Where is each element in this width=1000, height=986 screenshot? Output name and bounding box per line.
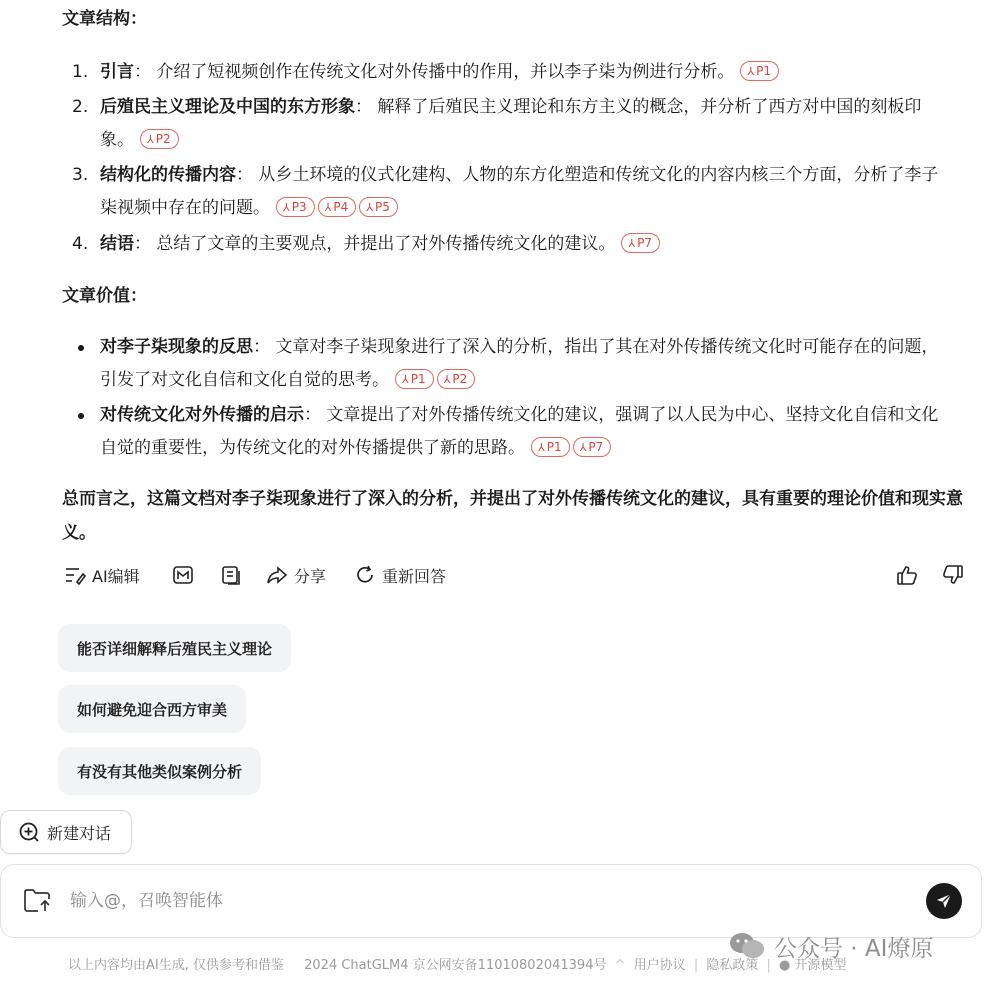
item-label: 结语 — [100, 234, 134, 254]
refresh-icon — [354, 564, 376, 586]
pdf-icon: ⅄ — [747, 65, 755, 78]
item-text: 文章对李子柒现象进行了深入的分析，指出了其在对外传播传统文化时可能存在的问题，引发了对文化自信和文化自觉的思考。 — [100, 337, 939, 390]
citation-ref[interactable]: ⅄ P4 — [318, 197, 357, 217]
list-item-structure-4: 4. 结语： 总结了文章的主要观点，并提出了对外传播传统文化的建议。 ⅄ P7 — [62, 228, 952, 261]
chat-input-box[interactable] — [0, 864, 982, 938]
markdown-icon — [172, 564, 194, 586]
citation-ref[interactable]: ⅄ P7 — [621, 233, 660, 253]
share-button[interactable]: 分享 — [266, 558, 326, 592]
bullet-dot — [78, 345, 84, 351]
citation-ref[interactable]: ⅄ P2 — [140, 129, 179, 149]
list-number: 3. — [72, 165, 89, 185]
thumbs-up-button[interactable] — [896, 558, 918, 592]
pdf-icon: ⅄ — [366, 201, 373, 214]
list-item-value-1: 对李子柒现象的反思： 文章对李子柒现象进行了深入的分析，指出了其在对外传播传统文化时可能存在的问题，引发了对文化自信和文化自觉的思考。 ⅄ P1 ⅄ P2 — [62, 331, 952, 397]
citation-ref[interactable]: ⅄ P1 — [531, 437, 570, 457]
ai-edit-icon — [64, 565, 86, 585]
item-label: 后殖民主义理论及中国的东方形象 — [100, 97, 355, 117]
user-agreement-link[interactable]: 用户协议 — [633, 958, 686, 973]
suggestion-chip-2[interactable]: 如何避免迎合西方审美 — [58, 685, 246, 733]
thumbs-down-icon — [942, 564, 964, 586]
pdf-icon: ⅄ — [443, 373, 451, 386]
upload-folder-icon[interactable] — [23, 887, 53, 917]
section-title-value: 文章价值： — [62, 286, 147, 306]
citation-ref[interactable]: ⅄ P7 — [573, 437, 612, 457]
new-chat-icon — [18, 821, 40, 843]
thumbs-up-icon — [896, 564, 918, 586]
pdf-icon: ⅄ — [579, 441, 587, 454]
item-label: 引言 — [100, 62, 134, 82]
summary-paragraph: 总而言之，这篇文档对李子柒现象进行了深入的分析，并提出了对外传播传统文化的建议，具有重要的理论价值和现实意义。 — [62, 489, 963, 543]
pdf-icon: ⅄ — [147, 133, 154, 146]
list-item-structure-3: 3. 结构化的传播内容： 从乡土环境的仪式化建构、人物的东方化塑造和传统文化的内容内核三个方面，分析了李子柒视频中存在的问题。 ⅄ P3 ⅄ P4 ⅄ P5 — [62, 159, 952, 225]
suggestion-chip-3[interactable]: 有没有其他类似案例分析 — [58, 747, 261, 795]
pdf-icon: ⅄ — [324, 201, 332, 214]
list-item-value-2: 对传统文化对外传播的启示： 文章提出了对外传播传统文化的建议，强调了以人民为中心、坚持文化自信和文化自觉的重要性，为传统文化的对外传播提供了新的思路。 ⅄ P1 ⅄ P7 — [62, 399, 952, 465]
item-label: 对李子柒现象的反思 — [100, 337, 253, 357]
ai-edit-button[interactable]: AI编辑 — [64, 558, 140, 592]
bullet-dot — [78, 413, 84, 419]
item-label: 对传统文化对外传播的启示 — [100, 405, 304, 425]
disclaimer-text: 以上内容均由AI生成, 仅供参考和借鉴 — [68, 958, 284, 973]
list-number: 1. — [72, 62, 89, 82]
citation-ref[interactable]: ⅄ P3 — [276, 197, 315, 217]
section-title-structure: 文章结构： — [62, 9, 147, 29]
item-text: 从乡土环境的仪式化建构、人物的东方化塑造和传统文化的内容内核三个方面，分析了李子柒视频中存在的问题。 — [100, 165, 939, 218]
github-icon: ● — [779, 958, 791, 973]
pdf-icon: ⅄ — [538, 441, 545, 454]
citation-ref[interactable]: ⅄ P1 — [395, 369, 434, 389]
open-source-link[interactable]: 开源模型 — [794, 958, 847, 973]
watermark: 公众号 · AI燎原 — [728, 928, 933, 964]
list-number: 4. — [72, 234, 89, 254]
pdf-icon: ⅄ — [283, 201, 290, 214]
item-text: 介绍了短视频创作在传统文化对外传播中的作用，并以李子柒为例进行分析。 — [156, 62, 735, 82]
send-icon — [935, 892, 953, 910]
pdf-icon: ⅄ — [628, 237, 636, 250]
copyright-text: 2024 ChatGLM4 京公网安备11010802041394号 — [304, 958, 607, 973]
chevron-up-icon: ^ — [614, 958, 626, 973]
send-button[interactable] — [926, 883, 962, 919]
citation-ref[interactable]: ⅄ P5 — [359, 197, 398, 217]
suggestion-chip-1[interactable]: 能否详细解释后殖民主义理论 — [58, 624, 291, 672]
footer: 以上内容均由AI生成, 仅供参考和借鉴 2024 ChatGLM4 京公网安备11010802041394号 ^ 用户协议 | 隐私政策 | ● 开源模型 — [68, 956, 847, 976]
chat-input-placeholder[interactable]: 输入@，召唤智能体 — [70, 891, 223, 911]
citation-ref[interactable]: ⅄ P2 — [437, 369, 476, 389]
privacy-link[interactable]: 隐私政策 — [706, 958, 759, 973]
regenerate-button[interactable]: 重新回答 — [354, 558, 446, 592]
list-item-structure-2: 2. 后殖民主义理论及中国的东方形象： 解释了后殖民主义理论和东方主义的概念，并分析了西方对中国的刻板印象。 ⅄ P2 — [62, 91, 952, 157]
list-number: 2. — [72, 97, 89, 117]
pdf-icon: ⅄ — [402, 373, 409, 386]
share-icon — [266, 564, 288, 586]
wechat-icon — [728, 931, 766, 961]
item-label: 结构化的传播内容 — [100, 165, 236, 185]
copy-button[interactable] — [220, 558, 242, 592]
item-text: 解释了后殖民主义理论和东方主义的概念，并分析了西方对中国的刻板印象。 — [100, 97, 922, 150]
list-item-structure-1: 1. 引言： 介绍了短视频创作在传统文化对外传播中的作用，并以李子柒为例进行分析。 ⅄ P1 — [62, 56, 952, 89]
item-text: 文章提出了对外传播传统文化的建议，强调了以人民为中心、坚持文化自信和文化自觉的重要性，为传统文化的对外传播提供了新的思路。 — [100, 405, 939, 458]
answer-toolbar — [64, 558, 964, 592]
copy-icon — [220, 564, 242, 586]
citation-ref[interactable]: ⅄ P1 — [740, 61, 779, 81]
thumbs-down-button[interactable] — [942, 558, 964, 592]
item-text: 总结了文章的主要观点，并提出了对外传播传统文化的建议。 — [156, 234, 616, 254]
markdown-button[interactable] — [172, 558, 194, 592]
new-chat-button[interactable]: 新建对话 — [0, 810, 132, 854]
